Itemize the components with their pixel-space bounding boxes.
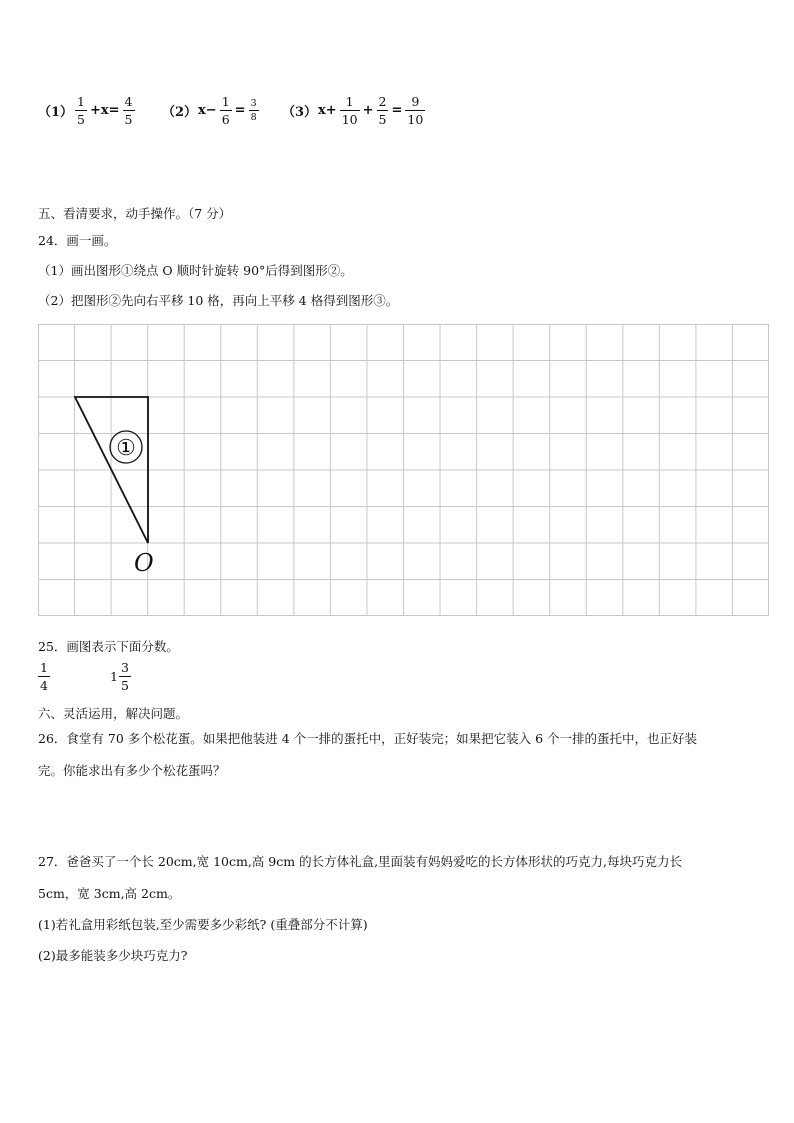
grid-svg (38, 324, 769, 616)
fraction (377, 94, 389, 127)
shape-label: ① (116, 436, 136, 461)
equation-text: x− (198, 102, 217, 118)
numerator: 3 (120, 660, 129, 675)
fraction (340, 94, 360, 127)
numerator: 1 (221, 93, 230, 109)
equation-3-label: （3） (282, 104, 318, 120)
mixed-whole: 1 (110, 669, 118, 684)
equation-2-label: （2） (162, 104, 198, 120)
question-24-part-1: （1）画出图形①绕点 O 顺时针旋转 90°后得到图形②。 (38, 263, 353, 278)
fraction (38, 660, 50, 693)
denominator: 5 (120, 678, 129, 693)
denominator: 4 (40, 678, 48, 693)
denominator: 8 (250, 111, 257, 123)
question-26-line-2: 完。你能求出有多少个松花蛋吗？ (38, 763, 226, 778)
equation-text: = (391, 102, 403, 118)
fraction-one-quarter (38, 660, 50, 693)
equation-text: = (234, 102, 246, 118)
denominator: 5 (77, 111, 85, 127)
numerator: 2 (378, 93, 387, 109)
question-27-part-2: (2)最多能装多少块巧克力? (38, 948, 188, 963)
numerator: 1 (40, 660, 48, 675)
fraction (405, 94, 425, 127)
question-27-line-1: 27．爸爸买了一个长 20cm,宽 10cm,高 9cm 的长方体礼盒,里面装有妈妈爱吃的长方体形状的巧克力,每块巧克力长 (38, 854, 683, 869)
question-24-part-2: （2）把图形②先向右平移 10 格，再向上平移 4 格得到图形③。 (38, 293, 399, 308)
question-27-part-1: (1)若礼盒用彩纸包装,至少需要多少彩纸? (重叠部分不计算) (38, 917, 368, 932)
section-5-heading: 五、看清要求，动手操作。（7 分） (38, 206, 232, 221)
mixed-number (110, 660, 131, 693)
section-6-heading: 六、灵活运用，解决问题。 (38, 706, 189, 721)
question-27-line-2: 5cm，宽 3cm,高 2cm。 (38, 886, 181, 901)
equation-text: + (362, 102, 374, 118)
drawing-grid[interactable] (38, 324, 769, 616)
equation-2 (162, 88, 261, 132)
fraction (220, 94, 232, 127)
denominator: 5 (124, 111, 133, 127)
fraction (249, 98, 259, 123)
fraction (123, 94, 135, 127)
question-24-title: 24．画一画。 (38, 233, 117, 248)
point-o-label: O (134, 549, 154, 577)
equation-1 (38, 88, 137, 132)
equation-text: x+ (318, 102, 337, 118)
fraction (75, 94, 87, 127)
denominator: 10 (341, 111, 358, 127)
numerator: 1 (77, 93, 85, 109)
question-25-title: 25．画图表示下面分数。 (38, 639, 179, 654)
question-26-line-1: 26．食堂有 70 多个松花蛋。如果把他装进 4 个一排的蛋托中，正好装完；如果把它装入 6 个一排的蛋托中，也正好装 (38, 731, 698, 746)
equation-1-label: （1） (38, 104, 74, 120)
equation-text: +x= (90, 102, 120, 118)
numerator: 1 (345, 93, 354, 109)
denominator: 10 (407, 111, 424, 127)
equation-3 (282, 88, 427, 132)
numerator: 3 (250, 97, 257, 109)
fraction (119, 660, 131, 693)
numerator: 4 (124, 93, 133, 109)
denominator: 6 (221, 111, 230, 127)
numerator: 9 (411, 93, 420, 109)
denominator: 5 (378, 111, 387, 127)
